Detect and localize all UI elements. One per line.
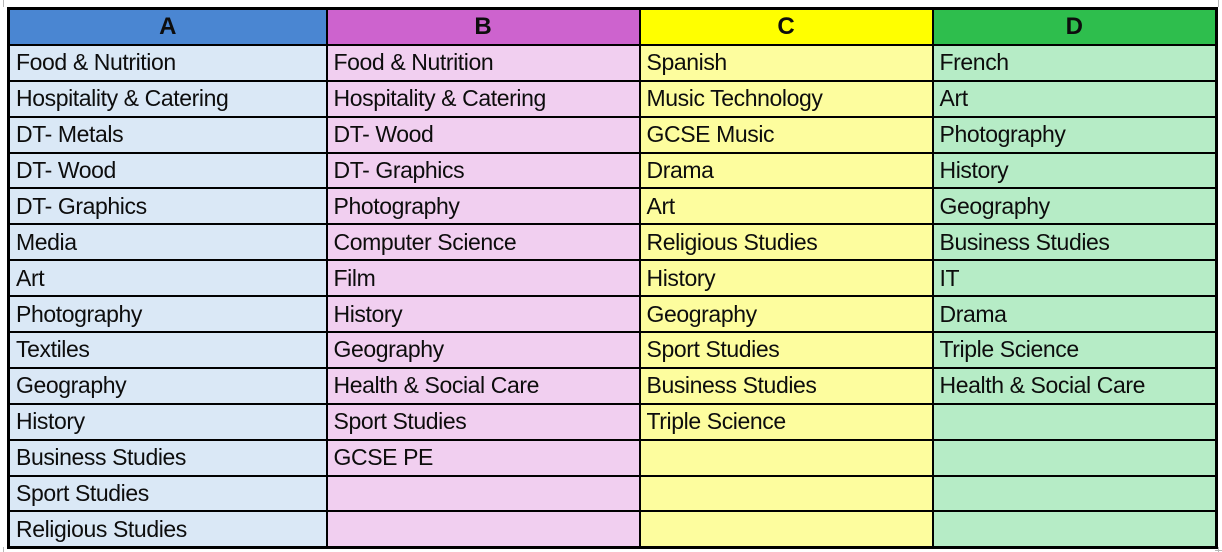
subject-cell[interactable] bbox=[933, 476, 1217, 512]
subject-cell[interactable]: Film bbox=[327, 260, 640, 296]
subject-cell[interactable] bbox=[640, 476, 933, 512]
subject-cell[interactable]: Spanish bbox=[640, 45, 933, 81]
subject-cell[interactable] bbox=[933, 440, 1217, 476]
subject-cell[interactable]: Drama bbox=[933, 296, 1217, 332]
table-row bbox=[9, 188, 1217, 224]
subject-cell[interactable]: Photography bbox=[933, 117, 1217, 153]
subject-cell[interactable]: Textiles bbox=[9, 332, 327, 368]
subject-cell[interactable]: Photography bbox=[9, 296, 327, 332]
table-row bbox=[9, 153, 1217, 189]
table-row bbox=[9, 476, 1217, 512]
subject-cell[interactable]: DT- Wood bbox=[327, 117, 640, 153]
table-row bbox=[9, 511, 1217, 547]
subject-cell[interactable]: Triple Science bbox=[640, 404, 933, 440]
subject-cell[interactable]: Hospitality & Catering bbox=[327, 81, 640, 117]
subject-cell[interactable]: IT bbox=[933, 260, 1217, 296]
subject-cell[interactable] bbox=[640, 440, 933, 476]
subject-cell[interactable] bbox=[933, 511, 1217, 547]
subject-cell[interactable]: DT- Wood bbox=[9, 153, 327, 189]
subject-cell[interactable]: Drama bbox=[640, 153, 933, 189]
subject-cell[interactable]: History bbox=[9, 404, 327, 440]
column-header-c[interactable]: C bbox=[640, 9, 933, 45]
subject-cell[interactable]: Religious Studies bbox=[640, 224, 933, 260]
table-row bbox=[9, 224, 1217, 260]
subject-cell[interactable] bbox=[327, 511, 640, 547]
subject-cell[interactable]: Media bbox=[9, 224, 327, 260]
gridline-tick bbox=[3, 547, 4, 552]
subject-cell[interactable]: Computer Science bbox=[327, 224, 640, 260]
subject-cell[interactable] bbox=[640, 511, 933, 547]
table-row bbox=[9, 117, 1217, 153]
gridline-tick bbox=[3, 0, 4, 7]
table-row bbox=[9, 368, 1217, 404]
column-header-b[interactable]: B bbox=[327, 9, 640, 45]
subject-cell[interactable]: Business Studies bbox=[640, 368, 933, 404]
subject-cell[interactable]: History bbox=[933, 153, 1217, 189]
subject-cell[interactable]: History bbox=[640, 260, 933, 296]
subject-cell[interactable]: Business Studies bbox=[933, 224, 1217, 260]
table-row bbox=[9, 296, 1217, 332]
subject-cell[interactable]: Geography bbox=[640, 296, 933, 332]
subject-cell[interactable]: Geography bbox=[9, 368, 327, 404]
gridline-tick bbox=[1218, 0, 1219, 7]
subject-cell[interactable]: Geography bbox=[933, 188, 1217, 224]
subject-cell[interactable]: Art bbox=[640, 188, 933, 224]
table-row bbox=[9, 404, 1217, 440]
subject-cell[interactable]: Health & Social Care bbox=[933, 368, 1217, 404]
subject-cell[interactable]: GCSE Music bbox=[640, 117, 933, 153]
subject-cell[interactable]: DT- Metals bbox=[9, 117, 327, 153]
table-row bbox=[9, 440, 1217, 476]
subject-cell[interactable]: Sport Studies bbox=[327, 404, 640, 440]
subject-cell[interactable]: Art bbox=[9, 260, 327, 296]
subject-cell[interactable] bbox=[933, 404, 1217, 440]
subject-cell[interactable]: Hospitality & Catering bbox=[9, 81, 327, 117]
option-blocks-table bbox=[7, 7, 1218, 549]
table-row bbox=[9, 45, 1217, 81]
subject-cell[interactable]: Religious Studies bbox=[9, 511, 327, 547]
subject-cell[interactable]: Business Studies bbox=[9, 440, 327, 476]
subject-cell[interactable]: Music Technology bbox=[640, 81, 933, 117]
table-row bbox=[9, 260, 1217, 296]
subject-cell[interactable]: Photography bbox=[327, 188, 640, 224]
subject-cell[interactable]: DT- Graphics bbox=[9, 188, 327, 224]
subject-cell[interactable]: Sport Studies bbox=[9, 476, 327, 512]
subject-cell[interactable]: French bbox=[933, 45, 1217, 81]
subject-cell[interactable]: Food & Nutrition bbox=[9, 45, 327, 81]
subject-cell[interactable]: Art bbox=[933, 81, 1217, 117]
subject-cell[interactable]: Triple Science bbox=[933, 332, 1217, 368]
subject-cell[interactable]: DT- Graphics bbox=[327, 153, 640, 189]
column-header-a[interactable]: A bbox=[9, 9, 327, 45]
table-row bbox=[9, 81, 1217, 117]
subject-cell[interactable]: Food & Nutrition bbox=[327, 45, 640, 81]
table-body bbox=[9, 45, 1217, 548]
subject-cell[interactable]: GCSE PE bbox=[327, 440, 640, 476]
header-row bbox=[9, 9, 1217, 45]
subject-cell[interactable]: History bbox=[327, 296, 640, 332]
gridline-tick bbox=[1215, 550, 1222, 551]
subject-cell[interactable] bbox=[327, 476, 640, 512]
column-header-d[interactable]: D bbox=[933, 9, 1217, 45]
subject-cell[interactable]: Geography bbox=[327, 332, 640, 368]
table-row bbox=[9, 332, 1217, 368]
subject-cell[interactable]: Health & Social Care bbox=[327, 368, 640, 404]
subject-cell[interactable]: Sport Studies bbox=[640, 332, 933, 368]
